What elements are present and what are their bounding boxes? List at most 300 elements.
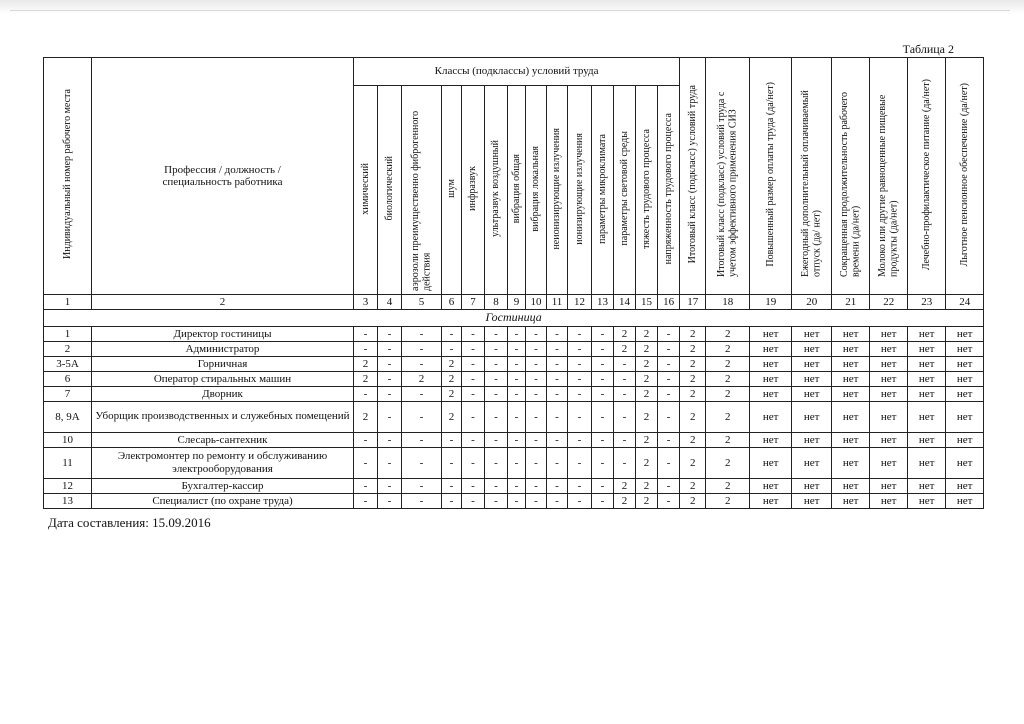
factor-class: - [547, 494, 568, 509]
factor-class: 2 [354, 357, 378, 372]
factor-class: - [508, 402, 526, 433]
factor-class: - [402, 342, 442, 357]
table-label: Таблица 2 [902, 42, 954, 56]
factor-class: - [462, 479, 485, 494]
benefit-value: нет [792, 327, 832, 342]
factor-class: - [592, 433, 614, 448]
factor-class: - [402, 448, 442, 479]
benefit-value: нет [908, 494, 946, 509]
factor-class: 2 [402, 372, 442, 387]
factor-class: - [614, 372, 636, 387]
factor-class: - [658, 357, 680, 372]
benefit-value: нет [750, 479, 792, 494]
benefit-value: нет [870, 494, 908, 509]
final-class-siz: 2 [706, 372, 750, 387]
factor-class: - [658, 479, 680, 494]
header-factor: биологический [378, 86, 402, 295]
factor-class: - [614, 448, 636, 479]
factor-class: 2 [442, 387, 462, 402]
factor-class: - [462, 448, 485, 479]
final-class: 2 [680, 402, 706, 433]
benefit-value: нет [870, 357, 908, 372]
final-class: 2 [680, 327, 706, 342]
factor-class: - [568, 387, 592, 402]
factor-class: 2 [636, 494, 658, 509]
factor-class: - [526, 387, 547, 402]
final-class: 2 [680, 433, 706, 448]
header-milk: Молоко или другие равноценные пищевые продукты (да/нет) [870, 58, 908, 295]
final-class: 2 [680, 494, 706, 509]
benefit-value: нет [750, 342, 792, 357]
table-row [44, 494, 984, 509]
header-factor: инфразвук [462, 86, 485, 295]
benefit-value: нет [908, 342, 946, 357]
factor-class: - [485, 372, 508, 387]
factor-class: - [614, 402, 636, 433]
benefit-value: нет [750, 327, 792, 342]
working-conditions-table [43, 57, 984, 509]
profession-name: Оператор стиральных машин [92, 372, 354, 387]
column-number: 18 [706, 295, 750, 310]
factor-class: - [658, 342, 680, 357]
factor-class: - [508, 448, 526, 479]
factor-class: - [508, 342, 526, 357]
factor-class: - [378, 479, 402, 494]
benefit-value: нет [792, 357, 832, 372]
profession-name: Уборщик производственных и служебных помещений [92, 402, 354, 433]
profession-name: Дворник [92, 387, 354, 402]
factor-class: - [402, 479, 442, 494]
column-number: 10 [526, 295, 547, 310]
benefit-value: нет [792, 494, 832, 509]
column-number: 23 [908, 295, 946, 310]
factor-class: - [378, 433, 402, 448]
factor-class: - [378, 357, 402, 372]
benefit-value: нет [832, 433, 870, 448]
factor-class: - [508, 494, 526, 509]
benefit-value: нет [792, 402, 832, 433]
benefit-value: нет [792, 479, 832, 494]
table-row [44, 357, 984, 372]
benefit-value: нет [946, 327, 984, 342]
factor-class: 2 [614, 342, 636, 357]
factor-class: - [354, 494, 378, 509]
header-factor: параметры микроклимата [592, 86, 614, 295]
header-extra-leave: Ежегодный дополнительный оплачиваемый отпуск (да/ нет) [792, 58, 832, 295]
benefit-value: нет [750, 372, 792, 387]
factor-class: - [592, 402, 614, 433]
table-row [44, 448, 984, 479]
factor-class: - [354, 448, 378, 479]
column-number: 1 [44, 295, 92, 310]
final-class-siz: 2 [706, 402, 750, 433]
profession-name: Администратор [92, 342, 354, 357]
benefit-value: нет [870, 372, 908, 387]
benefit-value: нет [946, 357, 984, 372]
benefit-value: нет [946, 448, 984, 479]
factor-class: - [462, 342, 485, 357]
header-increased-pay: Повышенный размер оплаты труда (да/нет) [750, 58, 792, 295]
factor-class: - [658, 448, 680, 479]
header-factor: вибрация локальная [526, 86, 547, 295]
factor-class: 2 [636, 433, 658, 448]
workplace-number: 2 [44, 342, 92, 357]
factor-class: - [658, 494, 680, 509]
factor-class: - [547, 327, 568, 342]
factor-class: - [658, 402, 680, 433]
workplace-number: 7 [44, 387, 92, 402]
factor-class: - [526, 402, 547, 433]
factor-class: - [485, 494, 508, 509]
factor-class: 2 [354, 402, 378, 433]
factor-class: 2 [636, 402, 658, 433]
factor-class: - [462, 327, 485, 342]
factor-class: - [354, 387, 378, 402]
benefit-value: нет [832, 402, 870, 433]
header-factor: шум [442, 86, 462, 295]
factor-class: - [568, 448, 592, 479]
benefit-value: нет [908, 402, 946, 433]
benefit-value: нет [832, 387, 870, 402]
factor-class: - [658, 433, 680, 448]
factor-class: - [462, 387, 485, 402]
factor-class: - [592, 357, 614, 372]
benefit-value: нет [870, 342, 908, 357]
benefit-value: нет [750, 433, 792, 448]
header-workplace-number: Индивидуальный номер рабочего места [44, 58, 92, 295]
factor-class: 2 [636, 479, 658, 494]
table-row [44, 479, 984, 494]
factor-class: 2 [636, 387, 658, 402]
factor-class: - [547, 372, 568, 387]
factor-class: 2 [636, 448, 658, 479]
factor-class: - [442, 342, 462, 357]
factor-class: 2 [614, 479, 636, 494]
column-number: 20 [792, 295, 832, 310]
column-number: 16 [658, 295, 680, 310]
factor-class: - [485, 342, 508, 357]
benefit-value: нет [792, 372, 832, 387]
factor-class: - [378, 342, 402, 357]
benefit-value: нет [946, 433, 984, 448]
factor-class: - [485, 433, 508, 448]
factor-class: - [568, 342, 592, 357]
factor-class: - [485, 448, 508, 479]
benefit-value: нет [946, 372, 984, 387]
factor-class: - [614, 433, 636, 448]
factor-class: - [402, 357, 442, 372]
header-factor: тяжесть трудового процесса [636, 86, 658, 295]
factor-class: - [462, 372, 485, 387]
workplace-number: 11 [44, 448, 92, 479]
profession-name: Горничная [92, 357, 354, 372]
benefit-value: нет [946, 342, 984, 357]
benefit-value: нет [832, 448, 870, 479]
profession-name: Бухгалтер-кассир [92, 479, 354, 494]
factor-class: - [568, 327, 592, 342]
factor-class: - [354, 327, 378, 342]
benefit-value: нет [870, 433, 908, 448]
benefit-value: нет [908, 387, 946, 402]
factor-class: - [547, 479, 568, 494]
scan-fold-line [10, 10, 1010, 11]
column-number: 5 [402, 295, 442, 310]
factor-class: - [402, 402, 442, 433]
final-class: 2 [680, 357, 706, 372]
workplace-number: 8, 9А [44, 402, 92, 433]
factor-class: - [526, 372, 547, 387]
header-classes-group: Классы (подклассы) условий труда [354, 58, 680, 86]
factor-class: 2 [636, 327, 658, 342]
factor-class: - [508, 387, 526, 402]
column-number: 3 [354, 295, 378, 310]
profession-name: Электромонтер по ремонту и обслуживанию электрооборудования [92, 448, 354, 479]
profession-name: Слесарь-сантехник [92, 433, 354, 448]
benefit-value: нет [792, 342, 832, 357]
benefit-value: нет [832, 494, 870, 509]
column-number: 13 [592, 295, 614, 310]
header-factor: аэрозоли преимущественно фиброгенного действия [402, 86, 442, 295]
benefit-value: нет [946, 494, 984, 509]
factor-class: - [526, 494, 547, 509]
factor-class: - [378, 387, 402, 402]
factor-class: 2 [636, 372, 658, 387]
factor-class: - [442, 448, 462, 479]
benefit-value: нет [870, 402, 908, 433]
table-row [44, 327, 984, 342]
factor-class: - [568, 433, 592, 448]
factor-class: 2 [354, 372, 378, 387]
header-pension: Льготное пенсионное обеспечение (да/нет) [946, 58, 984, 295]
workplace-number: 1 [44, 327, 92, 342]
factor-class: - [658, 387, 680, 402]
factor-class: - [547, 402, 568, 433]
header-final-class: Итоговый класс (подкласс) условий труда [680, 58, 706, 295]
header-factor: ионизирующие излучения [568, 86, 592, 295]
column-number: 12 [568, 295, 592, 310]
final-class-siz: 2 [706, 494, 750, 509]
header-final-class-siz: Итоговый класс (подкласс) условий труда с учетом эффективного применения СИЗ [706, 58, 750, 295]
column-number: 11 [547, 295, 568, 310]
factor-class: - [568, 402, 592, 433]
factor-class: - [568, 494, 592, 509]
factor-class: 2 [442, 357, 462, 372]
header-factor: вибрация общая [508, 86, 526, 295]
benefit-value: нет [750, 387, 792, 402]
column-number: 19 [750, 295, 792, 310]
factor-class: - [592, 387, 614, 402]
final-class: 2 [680, 342, 706, 357]
factor-class: 2 [636, 342, 658, 357]
factor-class: - [592, 448, 614, 479]
factor-class: - [462, 357, 485, 372]
factor-class: - [568, 372, 592, 387]
column-number: 15 [636, 295, 658, 310]
factor-class: - [378, 372, 402, 387]
factor-class: - [462, 402, 485, 433]
factor-class: - [462, 433, 485, 448]
benefit-value: нет [750, 402, 792, 433]
column-number: 17 [680, 295, 706, 310]
factor-class: - [614, 387, 636, 402]
factor-class: - [508, 327, 526, 342]
factor-class: - [402, 433, 442, 448]
factor-class: - [547, 387, 568, 402]
header-therapeutic-food: Лечебно-профилактическое питание (да/нет) [908, 58, 946, 295]
factor-class: - [547, 357, 568, 372]
factor-class: 2 [614, 494, 636, 509]
factor-class: - [442, 327, 462, 342]
factor-class: - [658, 372, 680, 387]
benefit-value: нет [908, 433, 946, 448]
factor-class: - [485, 327, 508, 342]
factor-class: - [592, 342, 614, 357]
factor-class: - [592, 372, 614, 387]
factor-class: - [658, 327, 680, 342]
benefit-value: нет [908, 479, 946, 494]
compilation-date: Дата составления: 15.09.2016 [48, 515, 211, 530]
final-class-siz: 2 [706, 479, 750, 494]
factor-class: 2 [614, 327, 636, 342]
final-class: 2 [680, 387, 706, 402]
factor-class: - [378, 402, 402, 433]
factor-class: - [526, 433, 547, 448]
final-class: 2 [680, 372, 706, 387]
factor-class: - [402, 327, 442, 342]
factor-class: 2 [442, 402, 462, 433]
factor-class: - [442, 433, 462, 448]
column-number: 2 [92, 295, 354, 310]
benefit-value: нет [792, 448, 832, 479]
benefit-value: нет [908, 327, 946, 342]
factor-class: - [592, 327, 614, 342]
factor-class: - [402, 494, 442, 509]
factor-class: 2 [636, 357, 658, 372]
workplace-number: 6 [44, 372, 92, 387]
benefit-value: нет [832, 479, 870, 494]
final-class: 2 [680, 479, 706, 494]
workplace-number: 3-5А [44, 357, 92, 372]
final-class-siz: 2 [706, 357, 750, 372]
factor-class: - [547, 433, 568, 448]
factor-class: - [568, 357, 592, 372]
table-row [44, 402, 984, 433]
section-row [44, 310, 984, 327]
factor-class: - [485, 357, 508, 372]
factor-class: - [568, 479, 592, 494]
benefit-value: нет [908, 372, 946, 387]
profession-name: Специалист (по охране труда) [92, 494, 354, 509]
header-reduced-hours: Сокращенная продолжительность рабочего времени (да/нет) [832, 58, 870, 295]
column-number: 22 [870, 295, 908, 310]
column-number: 14 [614, 295, 636, 310]
column-number: 24 [946, 295, 984, 310]
factor-class: - [485, 387, 508, 402]
workplace-number: 13 [44, 494, 92, 509]
workplace-number: 10 [44, 433, 92, 448]
benefit-value: нет [946, 479, 984, 494]
final-class: 2 [680, 448, 706, 479]
factor-class: - [526, 357, 547, 372]
benefit-value: нет [908, 357, 946, 372]
benefit-value: нет [870, 327, 908, 342]
factor-class: - [614, 357, 636, 372]
column-number: 9 [508, 295, 526, 310]
benefit-value: нет [946, 402, 984, 433]
benefit-value: нет [946, 387, 984, 402]
factor-class: - [378, 448, 402, 479]
benefit-value: нет [870, 479, 908, 494]
header-row-top [44, 58, 984, 86]
header-factor: неионизирующие излучения [547, 86, 568, 295]
column-number: 4 [378, 295, 402, 310]
benefit-value: нет [832, 372, 870, 387]
benefit-value: нет [750, 494, 792, 509]
factor-class: - [592, 479, 614, 494]
final-class-siz: 2 [706, 342, 750, 357]
column-number-row [44, 295, 984, 310]
factor-class: - [354, 342, 378, 357]
header-profession: Профессия / должность / специальность работника [92, 58, 354, 295]
factor-class: - [442, 494, 462, 509]
benefit-value: нет [750, 357, 792, 372]
benefit-value: нет [832, 342, 870, 357]
final-class-siz: 2 [706, 387, 750, 402]
column-number: 21 [832, 295, 870, 310]
final-class-siz: 2 [706, 448, 750, 479]
factor-class: - [547, 448, 568, 479]
factor-class: - [462, 494, 485, 509]
benefit-value: нет [908, 448, 946, 479]
table-row [44, 433, 984, 448]
header-factor: параметры световой среды [614, 86, 636, 295]
factor-class: - [354, 479, 378, 494]
profession-name: Директор гостиницы [92, 327, 354, 342]
workplace-number: 12 [44, 479, 92, 494]
factor-class: - [547, 342, 568, 357]
factor-class: - [508, 479, 526, 494]
header-factor: химический [354, 86, 378, 295]
scan-edge-shadow [0, 0, 1024, 14]
factor-class: - [378, 494, 402, 509]
factor-class: - [526, 479, 547, 494]
factor-class: - [592, 494, 614, 509]
final-class-siz: 2 [706, 327, 750, 342]
benefit-value: нет [792, 433, 832, 448]
header-factor: ультразвук воздушный [485, 86, 508, 295]
benefit-value: нет [870, 448, 908, 479]
factor-class: - [526, 327, 547, 342]
benefit-value: нет [832, 357, 870, 372]
table-row [44, 342, 984, 357]
benefit-value: нет [750, 448, 792, 479]
factor-class: - [442, 479, 462, 494]
factor-class: - [378, 327, 402, 342]
column-number: 7 [462, 295, 485, 310]
table-row [44, 387, 984, 402]
column-number: 6 [442, 295, 462, 310]
benefit-value: нет [792, 387, 832, 402]
factor-class: - [508, 357, 526, 372]
benefit-value: нет [832, 327, 870, 342]
column-number: 8 [485, 295, 508, 310]
factor-class: 2 [442, 372, 462, 387]
factor-class: - [508, 372, 526, 387]
section-title: Гостиница [44, 310, 984, 327]
factor-class: - [402, 387, 442, 402]
factor-class: - [485, 402, 508, 433]
header-factor: напряженность трудового процесса [658, 86, 680, 295]
